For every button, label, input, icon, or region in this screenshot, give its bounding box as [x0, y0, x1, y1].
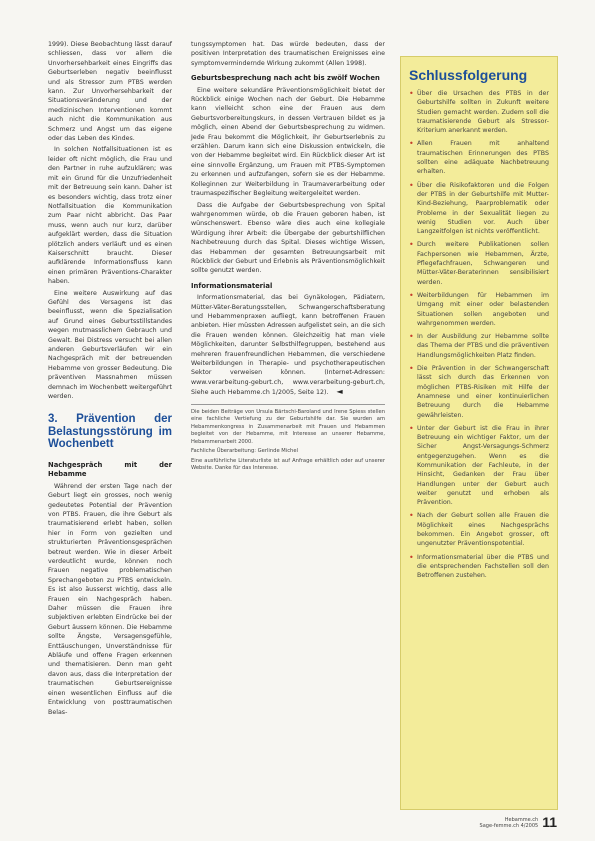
page-footer — [480, 815, 557, 829]
conclusion-box — [400, 56, 558, 810]
list-item — [409, 181, 549, 237]
list-item-text: Über die Risikofaktoren und die Folgen der PTBS in der Geburtshilfe mit Mutter-Kind-Beziehung, Paarproblematik oder Probleme in der Sexualität liegen zu wenig Studien vor. Auch über Langzeitfolgen ist nichts veröffentlicht. — [417, 181, 549, 236]
body-paragraph: In solchen Notfallsituationen ist es leider oft nicht möglich, die Frau und den Partner in ruhe aufzuklären; was mit ein Grund für die Unzufriedenheit mit der Betreuung sein kann. Daher ist es besonders wichtig, dass trotz einer Notfallsituation die Kommunikation zum Paar nicht abbricht. Das Paar muss, wenn auch nur kurz, darüber aufgeklärt werden, dass die Situation plötzlich anders verläuft und es einen Kaiserschnitt braucht. Dieser aufklärende Informationsfluss kann einen primären Präventions-Charakter haben. — [48, 146, 172, 286]
text-column-left — [48, 40, 172, 719]
list-item-text: In der Ausbildung zur Hebamme sollte das Thema der PTBS und die präventiven Handlungsmöglichkeiten Platz finden. — [417, 333, 549, 359]
bullet-icon: • — [409, 290, 414, 300]
bullet-icon: • — [409, 332, 414, 342]
body-paragraph: Während der ersten Tage nach der Geburt liegt ein grosses, noch wenig gedeutetes Potential der Prävention von PTBS. Frauen, die ihre Geburt als traumatisierend erlebt haben, sollen hier in Form von gezielten und strukturierten Präventionsgesprächen betreut werden. Wie in dieser Arbeit verdeutlicht wurde, können noch Frauen negative problematischen Sprechangeboten zu PTBS entwickeln. Es ist also äusserst wichtig, dass alle Frauen ein Nachgespräch haben. Daher müssen die Frauen ihre subjektiven erlebten Eindrücke bei der Geburt äussern können. Die Hebamme sollte Ängste, Versagensgefühle, Enttäuschungen, Unverständnisse für Abläufe und offene Fragen erkennen und thematisieren. Denn man geht davon aus, dass die Interpretation der traumatischen Geburtsereignisse einen wesentlichen Einfluss auf die Entwicklung von posttraumatischen Belas- — [48, 482, 172, 716]
end-mark-icon: ◄ — [336, 387, 343, 397]
publication-name: Hebamme.ch — [504, 817, 539, 823]
bullet-icon: • — [409, 364, 414, 374]
body-paragraph: Dass die Aufgabe der Geburtsbesprechung von Spital wahrgenommen würde, ob die Frauen geboren haben, ist wünschenswert. Ebenso wäre dies auch eine kollegiale Würdigung ihrer Arbeit: die Übergabe der geburtshilflichen Nachbetreuung durch das Spital. Dieses wichtige Wissen, das Hebammen der gesamten Betreuungsarbeit mit Rückblick der Geburt und Erlebnis als Präventionsmöglichkeit sollte genutzt werden. — [191, 201, 385, 275]
conclusion-list — [409, 89, 549, 581]
list-item — [409, 139, 549, 176]
footnote: Die beiden Beiträge von Ursula Bärtschi-Baroland und Irene Spiess stellen eine fachliche Vertiefung zu der Geburtshilfe dar. Sie wurden am Hebammenkongress in Zusammenarbeit mit Frauen und Hebammen begleitet von der Hebamme, mit Interesse an unserer Hebamme, Hebammenarbeit 2000. — [191, 408, 385, 445]
bullet-icon: • — [409, 89, 414, 98]
list-item — [409, 291, 549, 328]
subheading: Nachgespräch mit der Hebamme — [48, 460, 172, 479]
list-item-text: Nach der Geburt sollen alle Frauen die Möglichkeit eines Nachgesprächs bekommen. Ein Angebot grosser, oft ungenutzter Präventionspotential. — [417, 512, 549, 548]
list-item — [409, 332, 549, 360]
publication-issue: Sage-femme.ch 4/2005 — [479, 823, 539, 829]
bullet-icon: • — [409, 240, 414, 250]
list-item-text: Die Prävention in der Schwangerschaft lässt sich durch das Erkennen von möglichen PTBS-Risiken mit Hilfe der Anamnese und einer kontinuierlichen Betreuung durch die Hebamme gewährleisten. — [417, 365, 549, 419]
bullet-icon: • — [409, 511, 414, 521]
list-item — [409, 364, 549, 420]
list-item-text: Unter der Geburt ist die Frau in ihrer Betreuung ein wichtiger Faktor, um der Sicher Angst-Versagungs-Schmerz entgegenzugehen. Wenn es die Kommunikation der Fachleute, in der Hinsicht, Gedanken der Frau über Handlungen unter der Geburt auch weiter genutzt und erhoben als Prävention. — [417, 424, 549, 507]
text-column-middle — [191, 40, 385, 475]
body-paragraph: Eine weitere sekundäre Präventionsmöglichkeit bietet der Rückblick einige Wochen nach der Geburt. Die Hebamme kann vielleicht schon eine der Frauen aus dem Geburtsvorbereitungskurs, in dessen Vertrauen bildet es ja möglich, einen Abend der Geburtsbesprechung zu widmen. Jede Frau bekommt die Möglichkeit, ihr Geburtserlebnis zu erzählen. Darum kann sich eine Diskussion entwickeln, die von der Hebamme begleitet wird. Ein Rückblick dieser Art ist eine sinnvolle Ergänzung, um Frauen mit PTBS-Symptomen zu erkennen und aufzufangen, sofern sie es der Hebamme. Kolleginnen zur Weiterbildung in Traumaverarbeitung oder traumaspezifischer Begleitung weitergeleitet werden. — [191, 86, 385, 198]
footnote-block — [191, 404, 385, 473]
subheading: Informationsmaterial — [191, 281, 273, 290]
body-paragraph — [191, 293, 385, 397]
list-item-text: Informationsmaterial über die PTBS und die entsprechenden Fachstellen soll den Betroffenen zustehen. — [417, 553, 549, 580]
footnote: Fachliche Überarbeitung: Gerlinde Michel — [191, 448, 298, 455]
section-heading: 3. Prävention der Belastungsstörung im Wochenbett — [48, 413, 172, 451]
list-item — [409, 89, 549, 135]
list-item — [409, 511, 549, 548]
list-item-text: Durch weitere Publikationen sollen Fachpersonen wie Hebammen, Ärzte, Pflegefachfrauen, Schwangeren und Mütter-Väter-Beraterinnen sensibilisiert werden. — [417, 241, 549, 286]
footnote: Eine ausführliche Literaturliste ist auf Anfrage erhältlich oder auf unserer Website. Danke für das Interesse. — [191, 457, 385, 472]
body-paragraph: Eine weitere Auswirkung auf das Gefühl des Versagens ist das beeinflusst, wenn die Spezialisation auf Grund eines Geburtsstillstandes wegen mutmasslichem Gebrauch und Gewalt. Bei Distress versucht bei allen anderen Geburtsverläufen wir ein Nachgespräch mit der betreuenden Hebamme von grosser Bedeutung. Die präventiven Massnahmen müssen demnach im Wochenbett weitergeführt werden. — [48, 289, 172, 401]
bullet-icon: • — [409, 552, 414, 562]
box-title: Schlussfolgerung — [409, 67, 528, 83]
body-paragraph: tungssymptomen hat. Das würde bedeuten, dass der positiven Interpretation des traumatischen Ereignisses eine symptomvermindernde Wirkung zukommt (Allen 1998). — [191, 41, 385, 67]
body-paragraph: 1999). Diese Beobachtung lässt darauf schliessen, dass vor allem die Unvorhersehbarkeit eines Eingriffs das Geburtserleben negativ beeinflusst und als Stressor zum PTBS werden kann. Zur Unvorhersehbarkeit der Situationsveränderung und der medizinischen Interventionen kommt auch nicht die Kommunikation aus Schmerz und Angst um das eigene oder das Leben des Kindes. — [48, 41, 172, 143]
body-text: Informationsmaterial, das bei Gynäkologen, Pädiatern, Mütter-Väter-Beratungsstellen, Schwangerschaftsberatung und Hebammenpraxen aufliegt, kann betroffenen Frauen anbieten. Hier müssten Adressen aufgelistet sein, an die sich die Frauen wenden können. Gleichzeitig hat man viele Möglichkeiten, darunter Selbsthilfegruppen, bestehend aus mehreren frauenfreundlichen Hebammen, die verschiedene Weiterbildungen in Therapie- und psychotherapeutischen Sektor verweisen können. (Internet-Adressen: www.verarbeitung-geburt.ch, www.verarbeitung-geburt.ch, Siehe auch Hebamme.ch 1/2005, Seite 12). — [191, 294, 385, 397]
page-number: 11 — [542, 814, 557, 830]
list-item — [409, 424, 549, 508]
subheading: Geburtsbesprechung nach acht bis zwölf Wochen — [191, 74, 380, 83]
list-item-text: Über die Ursachen des PTBS in der Geburtshilfe sollten in Zukunft weitere Studien gemacht werden. Zudem soll die traumatisierende Geburt als Stressor-Kriterium anerkannt werden. — [417, 90, 549, 135]
bullet-icon: • — [409, 423, 414, 433]
list-item-text: Allen Frauen mit anhaltend traumatischen Erinnerungen des PTBS sollten eine adäquate Nachbetreuung erhalten. — [417, 140, 549, 176]
list-item — [409, 240, 549, 286]
list-item-text: Weiterbildungen für Hebammen im Umgang mit einer oder belastenden Situationen sollen angeboten und wahrgenommen werden. — [417, 291, 549, 327]
publication-info — [480, 817, 539, 829]
bullet-icon: • — [409, 139, 414, 149]
bullet-icon: • — [409, 180, 414, 190]
list-item — [409, 553, 549, 581]
